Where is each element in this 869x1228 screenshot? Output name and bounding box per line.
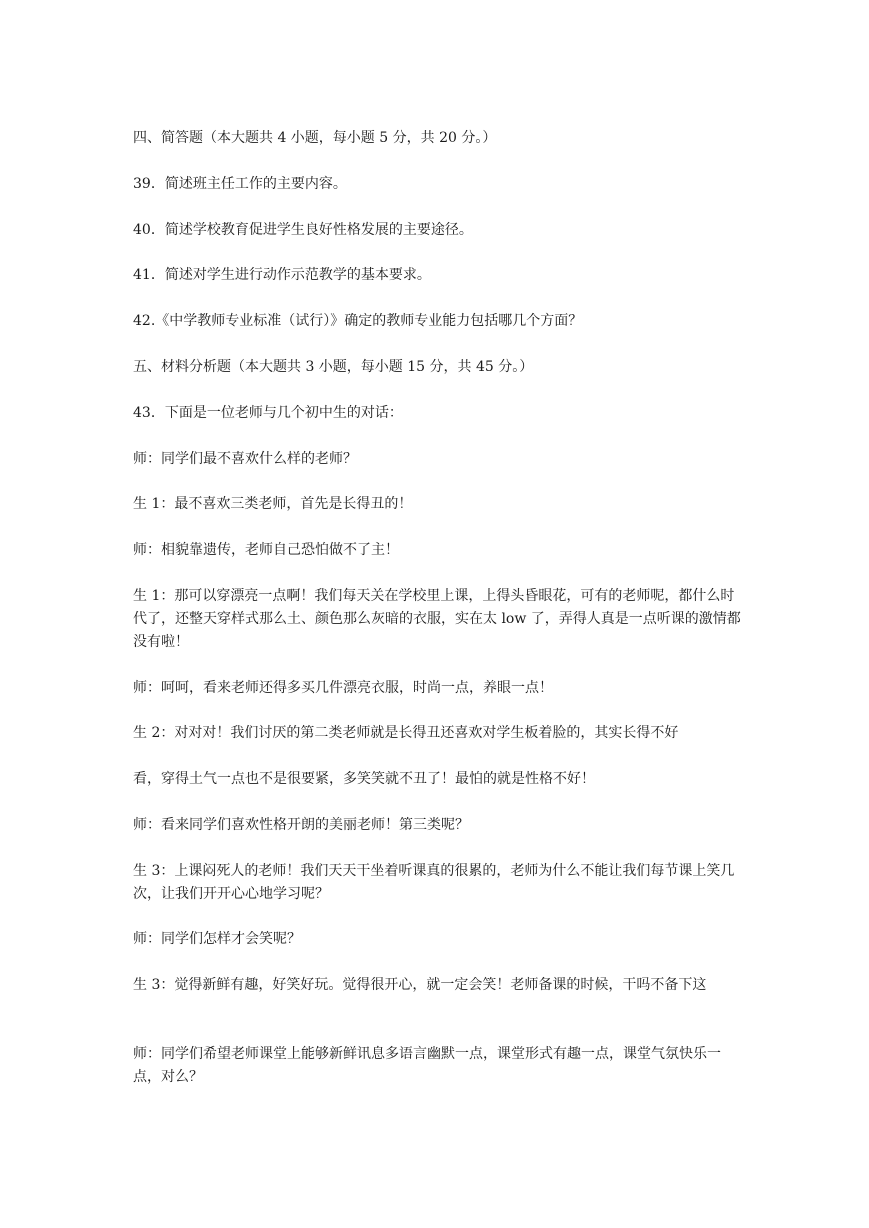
dialogue-line: 生 1：最不喜欢三类老师，首先是长得丑的！ <box>133 496 413 512</box>
dialogue-line: 师：相貌靠遗传，老师自己恐怕做不了主！ <box>133 542 399 558</box>
dialogue-line: 师：看来同学们喜欢性格开朗的美丽老师！第三类呢？ <box>133 817 469 833</box>
dialogue-line: 师：同学们最不喜欢什么样的老师？ <box>133 451 357 467</box>
dialogue-line: 生 2：对对对！我们讨厌的第二类老师就是长得丑还喜欢对学生板着脸的，其实长得不好 <box>133 725 679 741</box>
dialogue-line: 生 3：觉得新鲜有趣，好笑好玩。觉得很开心，就一定会笑！老师备课的时候，干吗不备下这 <box>133 977 707 993</box>
dialogue-line: 师：同学们希望老师课堂上能够新鲜讯息多语言幽默一点，课堂形式有趣一点，课堂气氛快乐一点，对么？ <box>133 1046 721 1085</box>
dialogue-line: 生 1：那可以穿漂亮一点啊！我们每天关在学校里上课，上得头昏眼花，可有的老师呢，都什么时代了，还整天穿样式那么土、颜色那么灰暗的衣服，实在太 low 了，弄得人真是一点听课的激情都没有啦！ <box>133 588 741 650</box>
dialogue-line: 看，穿得土气一点也不是很要紧，多笑笑就不丑了！最怕的就是性格不好！ <box>133 771 595 787</box>
question-40: 40．简述学校教育促进学生良好性格发展的主要途径。 <box>133 222 473 238</box>
question-43: 43．下面是一位老师与几个初中生的对话： <box>133 405 403 421</box>
question-39: 39．简述班主任工作的主要内容。 <box>133 176 347 192</box>
section-heading-short-answer: 四、简答题（本大题共 4 小题，每小题 5 分，共 20 分。） <box>133 130 497 146</box>
dialogue-line: 师：同学们怎样才会笑呢？ <box>133 931 301 947</box>
section-heading-material-analysis: 五、材料分析题（本大题共 3 小题，每小题 15 分，共 45 分。） <box>133 359 534 375</box>
question-42: 42.《中学教师专业标准（试行）》确定的教师专业能力包括哪几个方面？ <box>133 313 583 329</box>
dialogue-line: 师：呵呵，看来老师还得多买几件漂亮衣服，时尚一点，养眼一点！ <box>133 680 553 696</box>
dialogue-line: 生 3：上课闷死人的老师！我们天天干坐着听课真的很累的，老师为什么不能让我们每节课上笑几次，让我们开开心心地学习呢？ <box>133 863 735 902</box>
question-41: 41．简述对学生进行动作示范教学的基本要求。 <box>133 267 431 283</box>
